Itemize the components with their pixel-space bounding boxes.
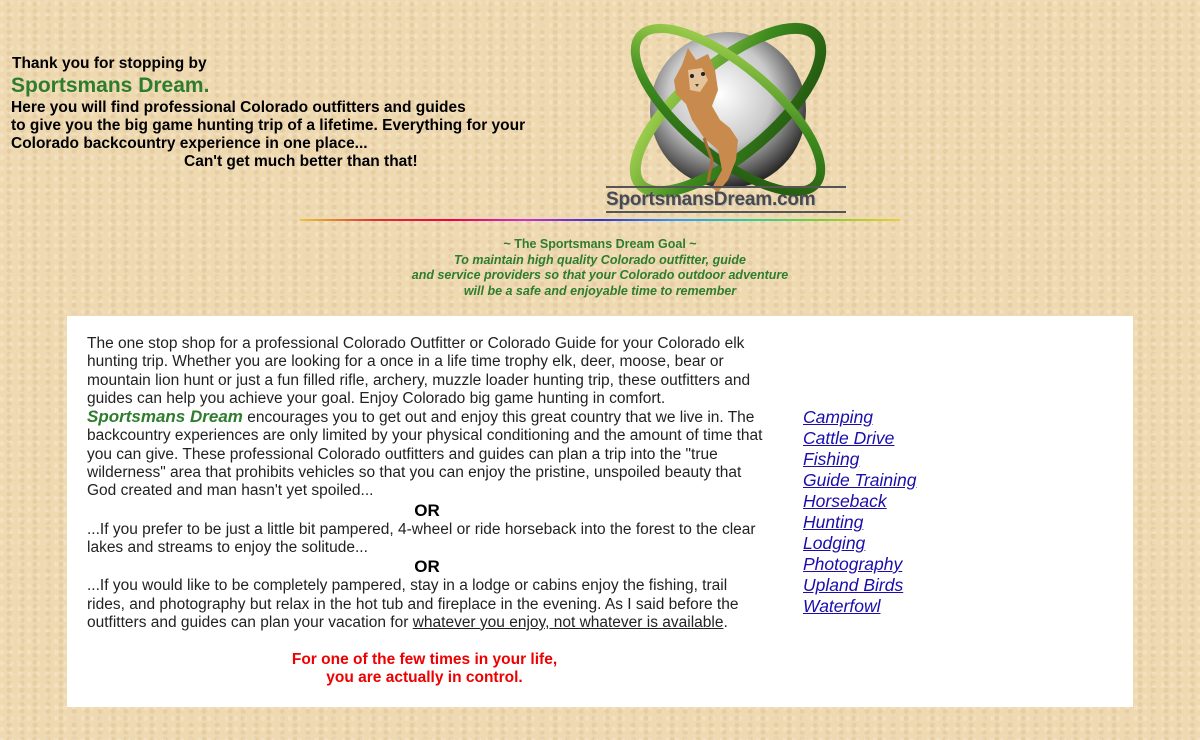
link-camping[interactable]: Camping — [803, 407, 874, 427]
logo-rule-top — [606, 186, 846, 188]
intro-line-3: to give you the big game hunting trip of a lifetime. Everything for your — [11, 117, 526, 134]
intro-line-5: Can't get much better than that! — [184, 153, 418, 170]
intro-block — [11, 55, 571, 171]
link-horseback[interactable]: Horseback — [803, 491, 887, 511]
category-links — [803, 407, 917, 617]
body-paragraph-4: ...If you would like to be completely pampered, stay in a lodge or cabins enjoy the fishing, trail rides, and photography but relax in the hot tub and fireplace in the evening. As I said before the outfitters and guides can plan your vacation for — [87, 577, 739, 631]
body-paragraph-1: The one stop shop for a professional Colorado Outfitter or Colorado Guide for your Colorado elk hunting trip. Whether you are looking for a once in a life time trophy elk, deer, moose, bear or mountain lion hunt or just a fun filled rifle, archery, muzzle loader hunting trip, these outfitters and guides can help you achieve your goal. Enjoy Colorado big game hunting in comfort. — [87, 335, 751, 407]
body-paragraph-2: encourages you to get out and enjoy this great country that we live in. The backcountry experiences are only limited by your physical conditioning and the amount of time that you can give. These professional Colorado outfitters and guides can plan a trip into the "true wilderness" area that prohibits vehicles so that you can enjoy the pristine, unspoiled beauty that God created and man hasn't yet spoiled... — [87, 409, 763, 500]
logo-text: SportsmansDream.com — [606, 189, 816, 210]
intro-brand-suffix: . — [203, 74, 210, 97]
goal-block — [300, 237, 900, 299]
link-fishing[interactable]: Fishing — [803, 449, 860, 469]
intro-brand — [11, 73, 571, 99]
mountain-lion-logo — [600, 10, 855, 215]
intro-line-1: Thank you for stopping by — [12, 55, 207, 72]
link-waterfowl[interactable]: Waterfowl — [803, 596, 881, 616]
goal-line-1: To maintain high quality Colorado outfitter, guide — [454, 252, 746, 267]
link-photography[interactable]: Photography — [803, 554, 903, 574]
body-paragraph-3: ...If you prefer to be just a little bit pampered, 4-wheel or ride horseback into the forest to the clear lakes and streams to enjoy the solitude... — [87, 520, 756, 556]
body-text — [87, 335, 767, 632]
link-upland-birds[interactable]: Upland Birds — [803, 575, 904, 595]
closing-message — [87, 651, 762, 687]
logo-rule-bottom — [606, 211, 846, 213]
link-lodging[interactable]: Lodging — [803, 533, 866, 553]
body-underline-phrase: whatever you enjoy, not whatever is available — [412, 613, 724, 631]
intro-line-2: Here you will find professional Colorado outfitters and guides — [11, 99, 466, 116]
link-cattle-drive[interactable]: Cattle Drive — [803, 428, 895, 448]
closing-line-2: you are actually in control. — [326, 669, 523, 686]
rainbow-divider — [300, 219, 900, 221]
goal-line-3: will be a safe and enjoyable time to remember — [463, 283, 737, 298]
intro-line-4: Colorado backcountry experience in one place... — [11, 135, 368, 152]
goal-line-2: and service providers so that your Colorado outdoor adventure — [411, 268, 789, 282]
body-paragraph-4-end: . — [723, 613, 728, 631]
goal-title: ~ The Sportsmans Dream Goal ~ — [503, 237, 697, 251]
or-divider-1: OR — [414, 500, 440, 520]
link-hunting[interactable]: Hunting — [803, 512, 864, 532]
or-divider-2: OR — [414, 557, 440, 577]
link-guide-training[interactable]: Guide Training — [803, 470, 917, 490]
intro-brand-name: Sportsmans Dream — [11, 74, 204, 97]
body-brand: Sportsmans Dream — [87, 407, 243, 427]
content-panel — [67, 316, 1133, 707]
closing-line-1: For one of the few times in your life, — [291, 651, 558, 668]
